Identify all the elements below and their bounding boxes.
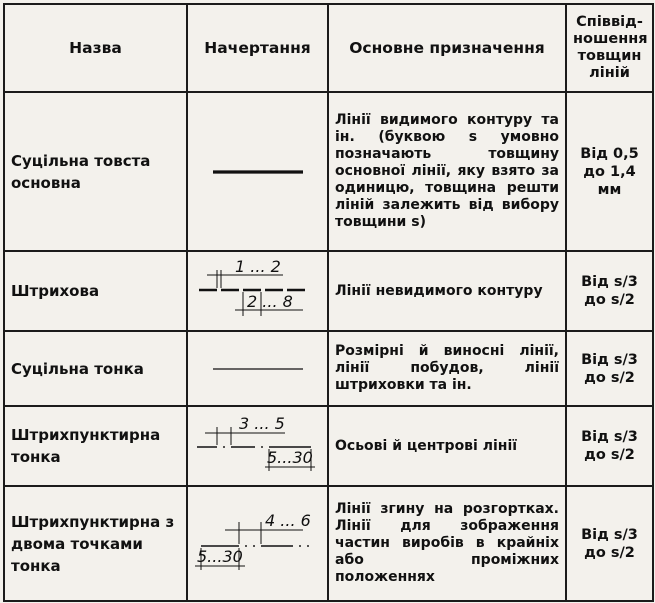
dash-dot-line-sample [195,413,320,479]
line-ratio: Від s/3 до s/2 [566,251,653,331]
header-name: Назва [4,4,187,92]
line-drawing [187,92,328,251]
line-name: Суцільна тонка [4,331,187,406]
dim-gap: 1 ... 2 [235,258,281,276]
line-ratio: Від s/3 до s/2 [566,406,653,486]
line-drawing [187,331,328,406]
line-purpose: Розмірні й виносні лінії, лінії побудов, лінії штриховки та ін. [328,331,566,406]
table-row [4,251,653,331]
header-drawing: Начертання [187,4,328,92]
line-name: Штрихова [4,251,187,331]
line-drawing [187,406,328,486]
line-purpose: Лінії невидимого контуру [328,251,566,331]
line-name: Штрихпунктирна з двома точками тонка [4,486,187,601]
dim-gap: 3 ... 5 [239,414,285,433]
line-drawing [187,486,328,601]
line-ratio: Від s/3 до s/2 [566,331,653,406]
header-ratio-text: Співвід-ношення товщин ліній [573,14,648,81]
line-name: Суцільна товста основна [4,92,187,251]
line-name: Штрихпунктирна тонка [4,406,187,486]
solid-thick-line-sample [208,162,308,182]
line-purpose: Лінії згину на розгортках. Лінії для зображення частин виробів в крайніх або проміжних положеннях [328,486,566,601]
dim-dash: 5...30 [197,546,243,566]
table-row [4,92,653,251]
header-row [4,4,653,92]
line-drawing [187,251,328,331]
line-purpose: Лінії видимого контуру та ін. (буквою s умовно позначають товщину основної лінії, яку взято за одиницю, товщина решти ліній залежить від вибору товщини s) [328,92,566,251]
dim-gap: 4 ... 6 [265,510,311,530]
solid-thin-line-sample [208,359,308,379]
dashed-line-sample [195,258,320,324]
line-ratio: Від s/3 до s/2 [566,486,653,601]
line-ratio: Від 0,5 до 1,4 мм [566,92,653,251]
dash-double-dot-line-sample [195,506,320,582]
header-ratio [566,4,653,92]
dim-dash: 5...30 [267,448,313,467]
table-row [4,406,653,486]
table-row [4,331,653,406]
table-row [4,486,653,601]
line-types-table [3,3,654,602]
dim-dash: 2 ... 8 [247,292,293,311]
line-purpose: Осьові й центрові лінії [328,406,566,486]
header-purpose: Основне призначення [328,4,566,92]
